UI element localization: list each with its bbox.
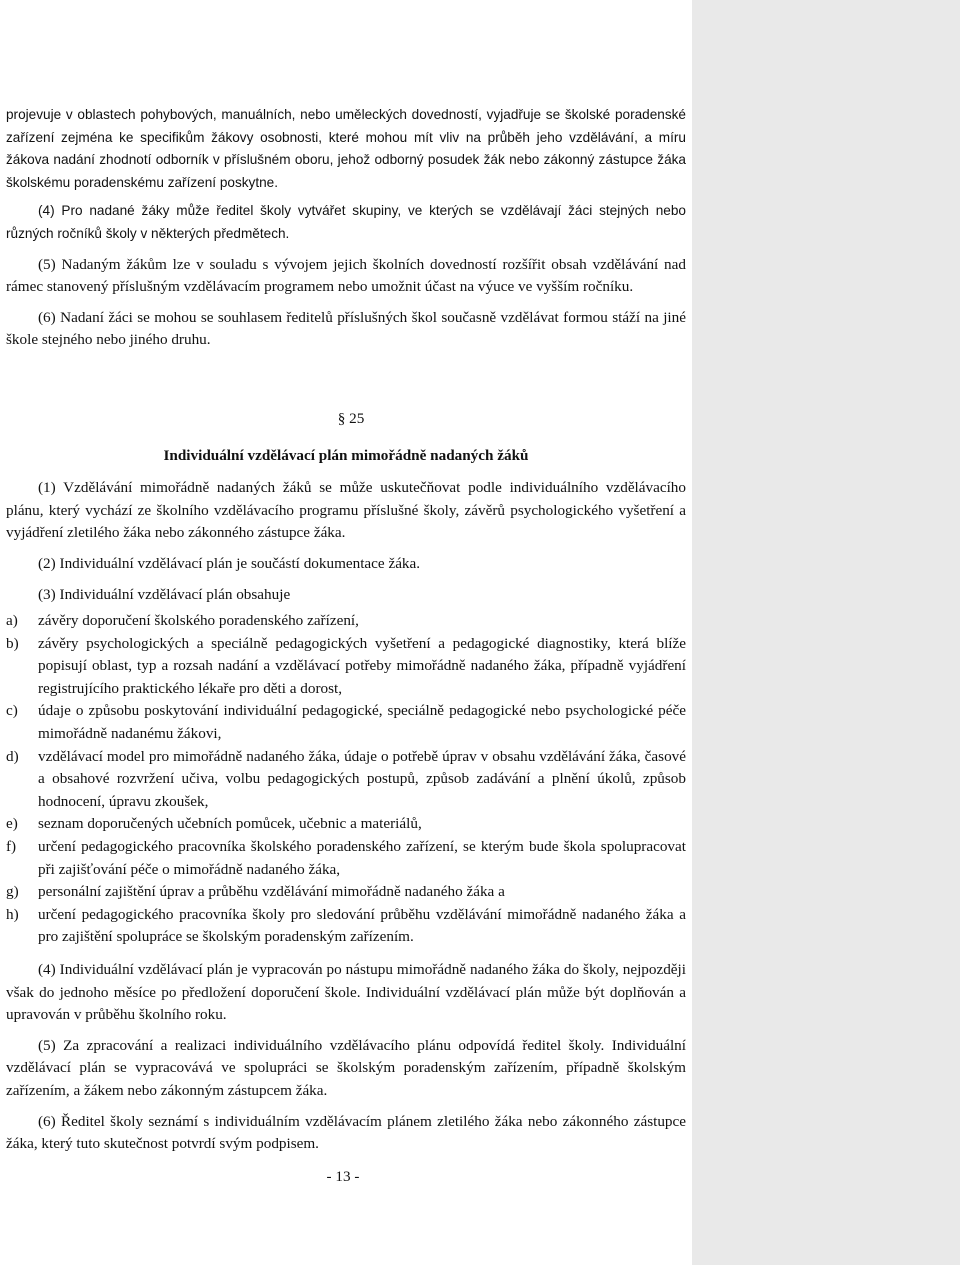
section-paragraph-2: (2) Individuální vzdělávací plán je součástí dokumentace žáka. bbox=[38, 554, 421, 572]
list-item bbox=[6, 746, 686, 814]
section-paragraph-1: (1) Vzdělávání mimořádně nadaných žáků se může uskutečňovat podle individuálního vzdělávacího plánu, který vychází ze školního vzdělávacího programu příslušné školy, závěrů psychologického vyšetření a vyjádření zletilého žáka nebo zákonného zástupce žáka. bbox=[6, 479, 686, 542]
list-item-text: seznam doporučených učebních pomůcek, učebnic a materiálů, bbox=[38, 815, 422, 833]
paragraph-4: (4) Pro nadané žáky může ředitel školy vytvářet skupiny, ve kterých se vzdělávají žáci stejných nebo různých ročníků školy v některých předmětech. bbox=[6, 203, 686, 241]
list-item-letter: g) bbox=[6, 883, 19, 901]
list-item-letter: f) bbox=[6, 838, 17, 856]
section-number: § 25 bbox=[337, 409, 365, 427]
list-item-text: vzdělávací model pro mimořádně nadaného žáka, údaje o potřebě úprav v obsahu vzdělávání žáka, časové a obsahové rozvržení učiva, volbu pedagogických postupů, způsob zadávání a plnění úkolů, způsob hodnocení, úpravu zkoušek, bbox=[38, 747, 686, 810]
list-item-text: personální zajištění úprav a průběhu vzdělávání mimořádně nadaného žáka a bbox=[38, 883, 505, 901]
paragraph-6: (6) Nadaní žáci se mohou se souhlasem ředitelů příslušných škol současně vzdělávat formou stáží na jiné škole stejného nebo jiného druhu. bbox=[6, 308, 686, 349]
list-item bbox=[6, 836, 686, 881]
list-item-letter: d) bbox=[6, 747, 19, 765]
section-paragraph-5: (5) Za zpracování a realizaci individuálního vzdělávacího plánu odpovídá ředitel školy. Individuální vzdělávací plán se vypracovává ve spolupráci se školským poradenským zařízením, případně školským zařízením, a žákem nebo zákonným zástupcem žáka. bbox=[6, 1036, 686, 1099]
list-item-text: závěry psychologických a speciálně pedagogických vyšetření a pedagogické diagnostiky, která blíže popisují oblast, typ a rozsah nadání a vzdělávací potřeby mimořádně nadaného žáka, případně vyjádření registrujícího praktického lékaře pro děti a dorost, bbox=[38, 634, 686, 697]
content-list bbox=[6, 610, 686, 949]
paragraph-5: (5) Nadaným žákům lze v souladu s vývojem jejich školních dovedností rozšířit obsah vzdělávání nad rámec stanovený příslušným vzdělávacím programem nebo umožnit účast na výuce ve vyšším ročníku. bbox=[6, 255, 686, 296]
list-item bbox=[6, 881, 686, 904]
list-item bbox=[6, 633, 686, 701]
list-item-text: určení pedagogického pracovníka školského poradenského zařízení, se kterým bude škola spolupracovat při zajišťování péče o mimořádně nadaného žáka, bbox=[38, 838, 686, 878]
list-item-letter: c) bbox=[6, 702, 18, 720]
list-item bbox=[6, 700, 686, 745]
section-paragraph-6: (6) Ředitel školy seznámí s individuálním vzdělávacím plánem zletilého žáka nebo zákonného zástupce žáka, který tuto skutečnost potvrdí svým podpisem. bbox=[6, 1112, 686, 1153]
document-page bbox=[6, 104, 686, 1156]
section-paragraph-4: (4) Individuální vzdělávací plán je vypracován po nástupu mimořádně nadaného žáka do školy, nejpozději však do jednoho měsíce po předložení doporučení škole. Individuální vzdělávací plán může být doplňován a upravován v průběhu školního roku. bbox=[6, 961, 686, 1024]
list-item bbox=[6, 610, 686, 633]
paragraph-continuation: projevuje v oblastech pohybových, manuálních, nebo uměleckých dovedností, vyjadřuje se školské poradenské zařízení zejména ke specifikům žákovy osobnosti, které mohou mít vliv na průběh jeho vzdělávání, a míru žákova nadání zhodnotí odborník v příslušném oboru, jehož odborný posudek žák nebo zákonný zástupce žáka školskému poradenskému zařízení poskytne. bbox=[6, 107, 686, 190]
section-title: Individuální vzdělávací plán mimořádně nadaných žáků bbox=[163, 446, 529, 464]
list-item bbox=[6, 813, 686, 836]
list-item-letter: a) bbox=[6, 612, 18, 630]
list-item-text: závěry doporučení školského poradenského zařízení, bbox=[38, 612, 359, 630]
list-item-text: údaje o způsobu poskytování individuální pedagogické, speciálně pedagogické nebo psychologické péče mimořádně nadanému žákovi, bbox=[38, 702, 686, 743]
list-item bbox=[6, 904, 686, 949]
list-item-letter: h) bbox=[6, 905, 19, 923]
list-item-letter: b) bbox=[6, 634, 19, 652]
comment-margin-pane bbox=[692, 0, 960, 1265]
page-number: - 13 - bbox=[326, 1168, 360, 1185]
section-paragraph-3: (3) Individuální vzdělávací plán obsahuje bbox=[38, 585, 291, 603]
list-item-text: určení pedagogického pracovníka školy pro sledování průběhu vzdělávání mimořádně nadaného žáka a pro zajištění spolupráce se školským poradenským zařízením. bbox=[38, 905, 686, 946]
list-item-letter: e) bbox=[6, 815, 18, 833]
